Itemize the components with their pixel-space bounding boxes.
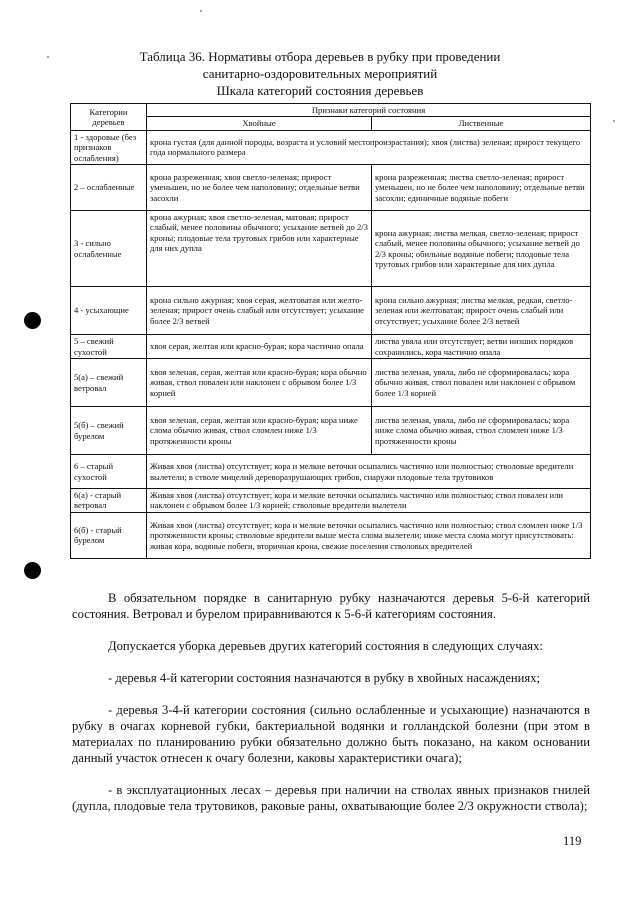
scale-title: Шкала категорий состояния деревьев xyxy=(216,83,424,98)
category-cell: 5 – свежий сухостой xyxy=(71,335,147,359)
scan-speck xyxy=(47,56,49,58)
coniferous-cell: крона разреженная; хвоя светло-зеленая; прирост уменьшен, но не более чем наполовину; отдельные ветви засохли xyxy=(147,165,372,211)
deciduous-cell: листва зеленая, увяла, либо не сформировалась; кора ниже слома обычно живая, ствол сломлен ниже 1/3 протяженности кроны xyxy=(372,407,591,455)
table-title: Таблица 36. Нормативы отбора деревьев в рубку при проведении xyxy=(139,49,501,64)
categories-table xyxy=(70,103,591,559)
scan-speck xyxy=(200,10,202,12)
category-cell: 3 - сильно ослабленные xyxy=(71,211,147,287)
signs-cell: Живая хвоя (листва) отсутствует; кора и мелкие веточки осыпались частично или полностью; стволовые вредители вылетели; в стволе мицелий дереворазрушающих грибов, снаружи плодовые тела трутовиков xyxy=(147,455,591,489)
table-row xyxy=(71,287,591,335)
category-cell: 6(а) - старый ветровал xyxy=(71,489,147,513)
coniferous-cell: хвоя зеленая, серая, желтая или красно-бурая; кора ниже слома обычно живая, ствол сломлен ниже 1/3 протяженности кроны xyxy=(147,407,372,455)
coniferous-cell: крона сильно ажурная; хвоя серая, желтоватая или желто-зеленая; прирост очень слабый или отсутствует; усыхание более 2/3 ветвей xyxy=(147,287,372,335)
paragraph: - деревья 3-4-й категории состояния (сильно ослабленные и усыхающие) назначаются в рубку в очагах корневой губки, бактериальной водянки и голландской болезни (при этом в материалах по планированию рубки обязательно должно быть показано, на каком основании данный участок отнесен к очагу болезни, каковы характеристики очага); xyxy=(72,703,590,765)
table-row xyxy=(71,455,591,489)
deciduous-cell: листва зеленая, увяла, либо не сформировалась; кора обычно живая, ствол повален или наклонен с обрывом более 1/3 корней xyxy=(372,359,591,407)
signs-cell: Живая хвоя (листва) отсутствует; кора и мелкие веточки осыпались частично или полностью; ствол повален или наклонен с обрывом более 1/3 корней; стволовые вредители вылетели xyxy=(147,489,591,513)
deciduous-cell: крона разреженная; листва светло-зеленая; прирост уменьшен, но не более чем наполовину; отдельные ветви засохли; единичные водяные побеги xyxy=(372,165,591,211)
table-row xyxy=(71,130,591,164)
table-subheader-row xyxy=(71,117,591,130)
table-row xyxy=(71,211,591,287)
category-cell: 6 – старый сухостой xyxy=(71,455,147,489)
table-row xyxy=(71,489,591,513)
category-cell: 6(б) - старый бурелом xyxy=(71,512,147,558)
coniferous-cell: крона ажурная; хвоя светло-зеленая, матовая; прирост слабый, менее половины обычного; усыхание ветвей до 2/3 кроны; плодовые тела трутовых грибов или характерные для них дупла xyxy=(147,211,372,287)
deciduous-cell: листва увяла или отсутствует; ветви низших порядков сохранились, кора частично опала xyxy=(372,335,591,359)
header-deciduous: Лиственные xyxy=(372,117,591,130)
binder-hole xyxy=(24,312,41,329)
signs-cell: крона густая (для данной породы, возраста и условий местопроизрастания); хвоя (листва) зеленая; прирост текущего года нормального размера xyxy=(147,130,591,164)
table-row xyxy=(71,335,591,359)
coniferous-cell: хвоя серая, желтая или красно-бурая; кора частично опала xyxy=(147,335,372,359)
deciduous-cell: крона сильно ажурная; листва мелкая, редкая, светло-зеленая или желтоватая; прирост очень слабый или отсутствует; усыхание более 2/3 ветвей xyxy=(372,287,591,335)
header-category: Категории деревьев xyxy=(71,104,147,131)
table-header-row xyxy=(71,104,591,117)
paragraph: - в эксплуатационных лесах – деревья при наличии на стволах явных признаков гнилей (дупла, плодовые тела трутовиков, раковые раны, охватывающие более 2/3 окружности ствола); xyxy=(72,783,590,813)
table-row xyxy=(71,165,591,211)
signs-cell: Живая хвоя (листва) отсутствует; кора и мелкие веточки осыпались частично или полностью; ствол сломлен ниже 1/3 протяженности кроны; стволовые вредители выше места слома вылетели; ниже места слома могут присутствовать: живая кора, водяные побеги, вторичная крона, свежие поселения стволовых вредителей xyxy=(147,512,591,558)
table-subtitle: санитарно-оздоровительных мероприятий xyxy=(202,66,438,81)
page-number: 119 xyxy=(563,834,582,848)
table-row xyxy=(71,512,591,558)
deciduous-cell: крона ажурная; листва мелкая, светло-зеленая; прирост слабый, менее половины обычного; усыхание ветвей до 2/3 кроны; обильные водяные побеги; плодовые тела трутовых грибов или характерные для них дупла xyxy=(372,211,591,287)
table-row xyxy=(71,359,591,407)
category-cell: 4 - усыхающие xyxy=(71,287,147,335)
paragraph: Допускается уборка деревьев других категорий состояния в следующих случаях: xyxy=(108,639,543,653)
category-cell: 5(б) – свежий бурелом xyxy=(71,407,147,455)
paragraph: - деревья 4-й категории состояния назначаются в рубку в хвойных насаждениях; xyxy=(108,671,540,685)
coniferous-cell: хвоя зеленая, серая, желтая или красно-бурая; кора обычно живая, ствол повален или наклонен с обрывом более 1/3 корней xyxy=(147,359,372,407)
table-row xyxy=(71,407,591,455)
category-cell: 5(а) – свежий ветровал xyxy=(71,359,147,407)
category-cell: 1 - здоровые (без признаков ослабления) xyxy=(71,130,147,164)
header-coniferous: Хвойные xyxy=(147,117,372,130)
category-cell: 2 – ослабленные xyxy=(71,165,147,211)
scan-speck xyxy=(613,120,615,122)
header-signs: Признаки категорий состояния xyxy=(147,104,591,117)
paragraph: В обязательном порядке в санитарную рубку назначаются деревья 5-6-й категорий состояния. Ветровал и бурелом приравниваются к 5-6-й категориям состояния. xyxy=(72,591,590,621)
binder-hole xyxy=(24,562,41,579)
